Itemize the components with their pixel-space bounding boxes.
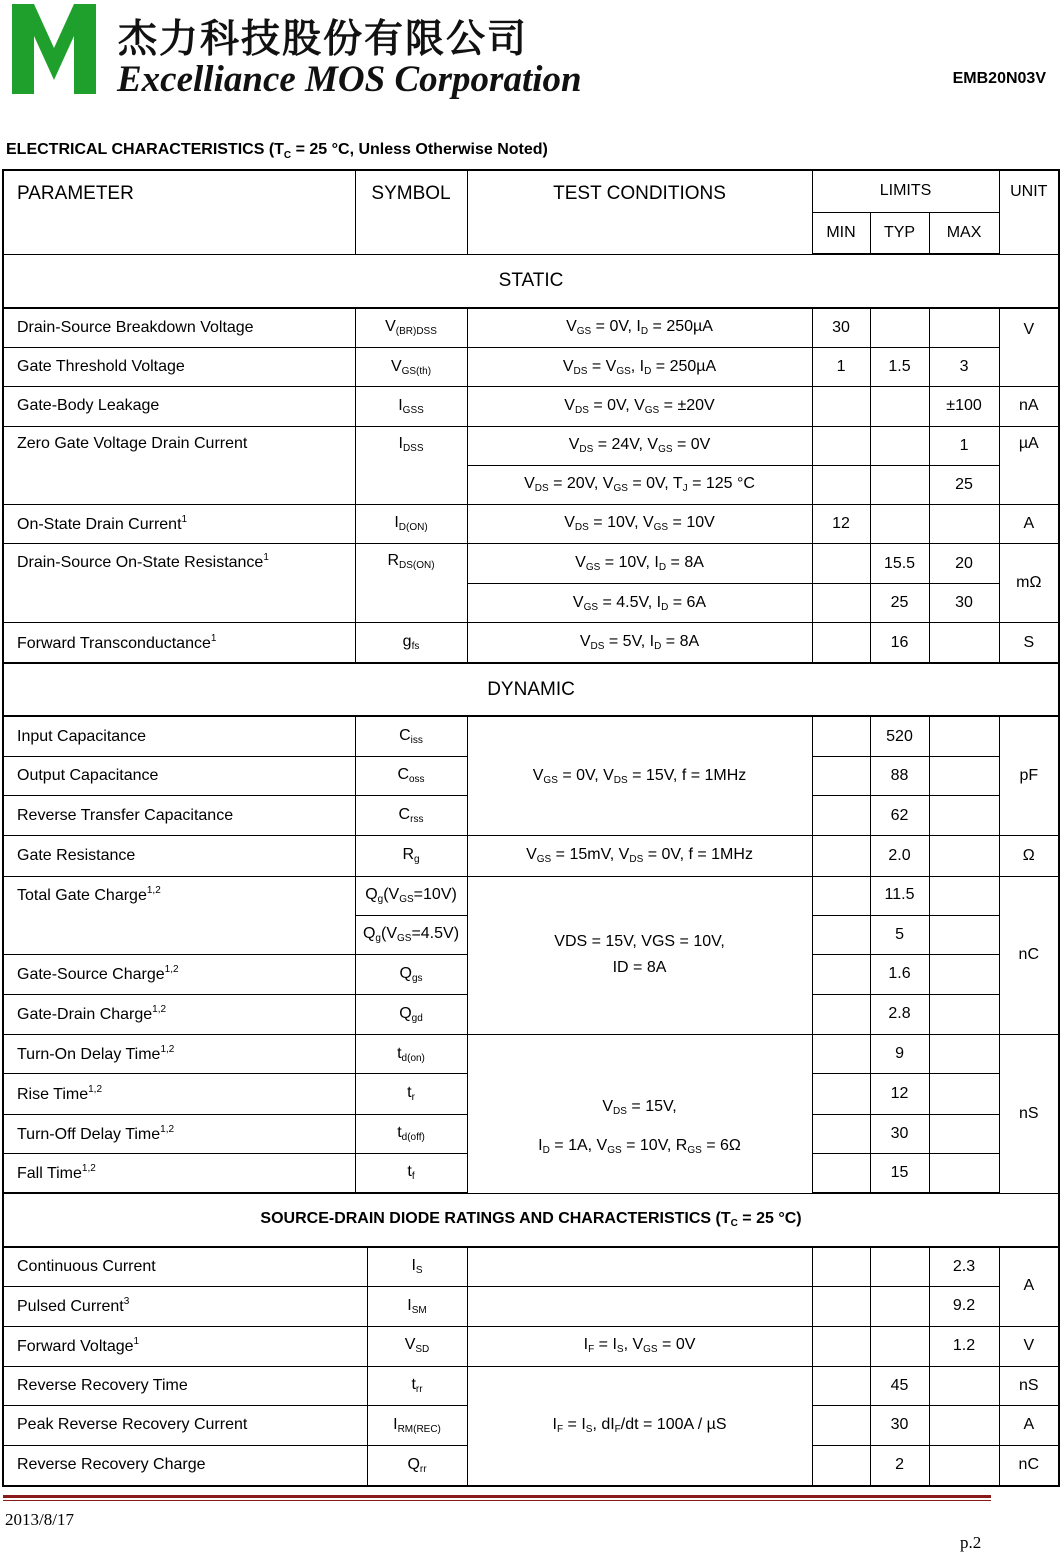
param-cell: Gate-Source Charge$^{1,2}$ xyxy=(3,954,355,994)
min-cell xyxy=(812,876,870,915)
max-cell xyxy=(929,954,999,994)
symbol-cell: $Q_{gs}$ xyxy=(355,954,467,994)
min-cell xyxy=(812,1326,870,1366)
condition-cell: $V_{DS} = 0V$, $V_{GS} = \pm 20V$ xyxy=(467,387,812,426)
min-cell xyxy=(812,544,870,584)
max-cell xyxy=(929,1366,999,1405)
min-cell xyxy=(812,387,870,426)
electrical-characteristics-table xyxy=(2,169,1060,1487)
max-cell xyxy=(929,836,999,876)
symbol-cell: $C_{oss}$ xyxy=(355,757,467,796)
typ-cell xyxy=(870,504,929,543)
typ-cell: 15.5 xyxy=(870,544,929,584)
section-static: STATIC xyxy=(3,254,1059,307)
min-cell xyxy=(812,1446,870,1486)
symbol-cell: $t_f$ xyxy=(355,1153,467,1193)
unit-cell: nA xyxy=(999,387,1059,426)
param-cell: Forward Voltage$^1$ xyxy=(3,1326,367,1366)
max-cell xyxy=(929,1074,999,1114)
header-parameter: PARAMETER xyxy=(3,170,355,254)
param-cell: Gate Threshold Voltage xyxy=(3,348,355,387)
typ-cell xyxy=(870,1326,929,1366)
table-row xyxy=(3,544,1059,584)
max-cell: ±100 xyxy=(929,387,999,426)
symbol-cell: $I_{SM}$ xyxy=(367,1287,467,1326)
symbol-cell: $g_{fs}$ xyxy=(355,623,467,663)
min-cell xyxy=(812,1153,870,1193)
unit-cell: A xyxy=(999,1247,1059,1326)
footer-rule xyxy=(3,1495,991,1498)
condition-cell: $V_{GS} = 0V$, $V_{DS} = 15V$, f = 1MHz xyxy=(467,716,812,836)
symbol-cell: $I_S$ xyxy=(367,1247,467,1287)
condition-cell: $V_{DS} = 5V$, $I_D = 8A$ xyxy=(467,623,812,663)
condition-cell: $V_{GS} = 0V$, $I_D = 250\mu A$ xyxy=(467,308,812,348)
typ-cell: 62 xyxy=(870,796,929,836)
symbol-cell: $R_{DS(ON)}$ xyxy=(355,544,467,623)
typ-cell: 1.5 xyxy=(870,348,929,387)
max-cell xyxy=(929,995,999,1035)
max-cell xyxy=(929,796,999,836)
max-cell xyxy=(929,1405,999,1445)
max-cell: 2.3 xyxy=(929,1247,999,1287)
param-cell: Gate Resistance xyxy=(3,836,355,876)
typ-cell: 2.8 xyxy=(870,995,929,1035)
max-cell xyxy=(929,1114,999,1153)
min-cell xyxy=(812,1287,870,1326)
company-logo xyxy=(10,2,98,96)
typ-cell: 15 xyxy=(870,1153,929,1193)
param-cell: Turn-Off Delay Time$^{1,2}$ xyxy=(3,1114,355,1153)
symbol-cell: $Q_g(V_{GS}=10V)$ xyxy=(355,876,467,915)
max-cell: 9.2 xyxy=(929,1287,999,1326)
page-number: p.2 xyxy=(960,1533,982,1552)
symbol-cell: $I_{GSS}$ xyxy=(355,387,467,426)
unit-cell: mΩ xyxy=(999,544,1059,623)
table-row xyxy=(3,1366,1059,1405)
typ-cell xyxy=(870,308,929,348)
typ-cell: 5 xyxy=(870,915,929,954)
symbol-cell: $I_{RM(REC)}$ xyxy=(367,1405,467,1445)
unit-cell: A xyxy=(999,504,1059,543)
section-heading: ELECTRICAL CHARACTERISTICS ($T_C = 25$ °C, Unless Otherwise Noted) xyxy=(6,141,548,162)
section-diode: SOURCE-DRAIN DIODE RATINGS AND CHARACTERISTICS ($T_C = 25$ °C) xyxy=(3,1193,1059,1246)
table-row xyxy=(3,348,1059,387)
max-cell xyxy=(929,757,999,796)
header-min: MIN xyxy=(812,212,870,254)
min-cell xyxy=(812,426,870,465)
max-cell xyxy=(929,1153,999,1193)
min-cell xyxy=(812,915,870,954)
table-row xyxy=(3,1035,1059,1074)
min-cell: 30 xyxy=(812,308,870,348)
table-row xyxy=(3,716,1059,756)
header-test-conditions: TEST CONDITIONS xyxy=(467,170,812,254)
param-cell: Gate-Drain Charge$^{1,2}$ xyxy=(3,995,355,1035)
param-cell: Zero Gate Voltage Drain Current xyxy=(3,426,355,504)
header-unit: UNIT xyxy=(999,170,1059,254)
param-cell: Forward Transconductance$^1$ xyxy=(3,623,355,663)
table-row xyxy=(3,426,1059,465)
table-row xyxy=(3,308,1059,348)
table-row xyxy=(3,387,1059,426)
condition-cell: $V_{GS} = 10V$, $I_D = 8A$ xyxy=(467,544,812,584)
max-cell xyxy=(929,623,999,663)
param-cell: Gate-Body Leakage xyxy=(3,387,355,426)
min-cell xyxy=(812,954,870,994)
typ-cell: 520 xyxy=(870,716,929,756)
min-cell xyxy=(812,836,870,876)
table-row xyxy=(3,1247,1059,1287)
param-cell: Drain-Source Breakdown Voltage xyxy=(3,308,355,348)
section-dynamic: DYNAMIC xyxy=(3,663,1059,716)
typ-cell: 12 xyxy=(870,1074,929,1114)
condition-cell xyxy=(467,1247,812,1287)
typ-cell xyxy=(870,465,929,504)
min-cell xyxy=(812,995,870,1035)
min-cell xyxy=(812,1114,870,1153)
min-cell xyxy=(812,623,870,663)
min-cell xyxy=(812,757,870,796)
max-cell: 1.2 xyxy=(929,1326,999,1366)
typ-cell: 11.5 xyxy=(870,876,929,915)
symbol-cell: $R_g$ xyxy=(355,836,467,876)
condition-cell: VDS = 15V, VGS = 10V, ID = 8A xyxy=(467,876,812,1035)
max-cell: 3 xyxy=(929,348,999,387)
unit-cell: Ω xyxy=(999,836,1059,876)
min-cell xyxy=(812,1366,870,1405)
symbol-cell: $t_{d(on)}$ xyxy=(355,1035,467,1074)
max-cell: 20 xyxy=(929,544,999,584)
param-cell: Peak Reverse Recovery Current xyxy=(3,1405,367,1445)
condition-cell: $I_F = I_S$, $V_{GS} = 0V$ xyxy=(467,1326,812,1366)
min-cell xyxy=(812,1405,870,1445)
symbol-cell: $Q_{rr}$ xyxy=(367,1446,467,1486)
unit-cell: µA xyxy=(999,426,1059,504)
param-cell: Rise Time$^{1,2}$ xyxy=(3,1074,355,1114)
param-cell: On-State Drain Current$^1$ xyxy=(3,504,355,543)
table-row xyxy=(3,876,1059,915)
min-cell xyxy=(812,584,870,623)
max-cell xyxy=(929,308,999,348)
typ-cell: 9 xyxy=(870,1035,929,1074)
footer-rule-thin xyxy=(3,1500,991,1501)
param-cell: Continuous Current xyxy=(3,1247,367,1287)
min-cell xyxy=(812,1247,870,1287)
unit-cell: pF xyxy=(999,716,1059,836)
unit-cell: V xyxy=(999,308,1059,387)
typ-cell: 88 xyxy=(870,757,929,796)
symbol-cell: $t_{rr}$ xyxy=(367,1366,467,1405)
unit-cell: S xyxy=(999,623,1059,663)
typ-cell xyxy=(870,1287,929,1326)
typ-cell: 45 xyxy=(870,1366,929,1405)
table-row xyxy=(3,1287,1059,1326)
typ-cell xyxy=(870,426,929,465)
typ-cell: 30 xyxy=(870,1405,929,1445)
typ-cell: 1.6 xyxy=(870,954,929,994)
min-cell xyxy=(812,716,870,756)
max-cell xyxy=(929,915,999,954)
param-cell: Reverse Recovery Charge xyxy=(3,1446,367,1486)
condition-cell xyxy=(467,1287,812,1326)
header-max: MAX xyxy=(929,212,999,254)
min-cell: 12 xyxy=(812,504,870,543)
param-cell: Turn-On Delay Time$^{1,2}$ xyxy=(3,1035,355,1074)
condition-cell: $V_{DS} = 20V$, $V_{GS} = 0V$, $T_J = 125$ °C xyxy=(467,465,812,504)
unit-cell: nC xyxy=(999,876,1059,1035)
max-cell xyxy=(929,716,999,756)
min-cell: 1 xyxy=(812,348,870,387)
symbol-cell: $t_r$ xyxy=(355,1074,467,1114)
param-cell: Reverse Recovery Time xyxy=(3,1366,367,1405)
max-cell: 25 xyxy=(929,465,999,504)
param-cell: Drain-Source On-State Resistance$^1$ xyxy=(3,544,355,623)
param-cell: Total Gate Charge$^{1,2}$ xyxy=(3,876,355,954)
condition-cell: $V_{DS} = 24V$, $V_{GS} = 0V$ xyxy=(467,426,812,465)
symbol-cell: $Q_g(V_{GS}=4.5V)$ xyxy=(355,915,467,954)
part-number: EMB20N03V xyxy=(952,70,1046,87)
symbol-cell: $I_{D(ON)}$ xyxy=(355,504,467,543)
param-cell: Reverse Transfer Capacitance xyxy=(3,796,355,836)
max-cell xyxy=(929,504,999,543)
typ-cell: 2.0 xyxy=(870,836,929,876)
table-row xyxy=(3,836,1059,876)
unit-cell: nC xyxy=(999,1446,1059,1486)
condition-cell: $V_{DS} = V_{GS}$, $I_D = 250\mu A$ xyxy=(467,348,812,387)
company-name-english: Excelliance MOS Corporation xyxy=(117,59,582,100)
min-cell xyxy=(812,796,870,836)
param-cell: Pulsed Current$^3$ xyxy=(3,1287,367,1326)
param-cell: Fall Time$^{1,2}$ xyxy=(3,1153,355,1193)
min-cell xyxy=(812,1074,870,1114)
typ-cell: 25 xyxy=(870,584,929,623)
min-cell xyxy=(812,1035,870,1074)
unit-cell: nS xyxy=(999,1366,1059,1405)
max-cell xyxy=(929,876,999,915)
condition-cell: $V_{DS} = 15V$, $I_D = 1A$, $V_{GS} = 10V$, $R_{GS} = 6\Omega$ xyxy=(467,1035,812,1194)
typ-cell xyxy=(870,1247,929,1287)
unit-cell: nS xyxy=(999,1035,1059,1194)
symbol-cell: $Q_{gd}$ xyxy=(355,995,467,1035)
symbol-cell: $C_{iss}$ xyxy=(355,716,467,756)
table-row xyxy=(3,623,1059,663)
condition-cell: $V_{DS} = 10V$, $V_{GS} = 10V$ xyxy=(467,504,812,543)
param-cell: Output Capacitance xyxy=(3,757,355,796)
symbol-cell: $V_{(BR)DSS}$ xyxy=(355,308,467,348)
table-row xyxy=(3,1326,1059,1366)
header-typ: TYP xyxy=(870,212,929,254)
symbol-cell: $C_{rss}$ xyxy=(355,796,467,836)
condition-cell: $V_{GS} = 15mV$, $V_{DS} = 0V$, f = 1MHz xyxy=(467,836,812,876)
max-cell: 1 xyxy=(929,426,999,465)
max-cell xyxy=(929,1446,999,1486)
company-name-chinese: 杰力科技股份有限公司 xyxy=(118,16,529,62)
max-cell xyxy=(929,1035,999,1074)
condition-cell: $I_F = I_S$, $dI_F/dt = 100A / \mu S$ xyxy=(467,1366,812,1486)
min-cell xyxy=(812,465,870,504)
typ-cell: 16 xyxy=(870,623,929,663)
table-row xyxy=(3,504,1059,543)
symbol-cell: $t_{d(off)}$ xyxy=(355,1114,467,1153)
header-limits: LIMITS xyxy=(812,170,999,212)
footer-date: 2013/8/17 xyxy=(5,1510,74,1529)
typ-cell xyxy=(870,387,929,426)
max-cell: 30 xyxy=(929,584,999,623)
symbol-cell: $V_{SD}$ xyxy=(367,1326,467,1366)
typ-cell: 2 xyxy=(870,1446,929,1486)
typ-cell: 30 xyxy=(870,1114,929,1153)
symbol-cell: $V_{GS(th)}$ xyxy=(355,348,467,387)
param-cell: Input Capacitance xyxy=(3,716,355,756)
unit-cell: V xyxy=(999,1326,1059,1366)
condition-cell: $V_{GS} = 4.5V$, $I_D = 6A$ xyxy=(467,584,812,623)
unit-cell: A xyxy=(999,1405,1059,1445)
header-symbol: SYMBOL xyxy=(355,170,467,254)
symbol-cell: $I_{DSS}$ xyxy=(355,426,467,504)
